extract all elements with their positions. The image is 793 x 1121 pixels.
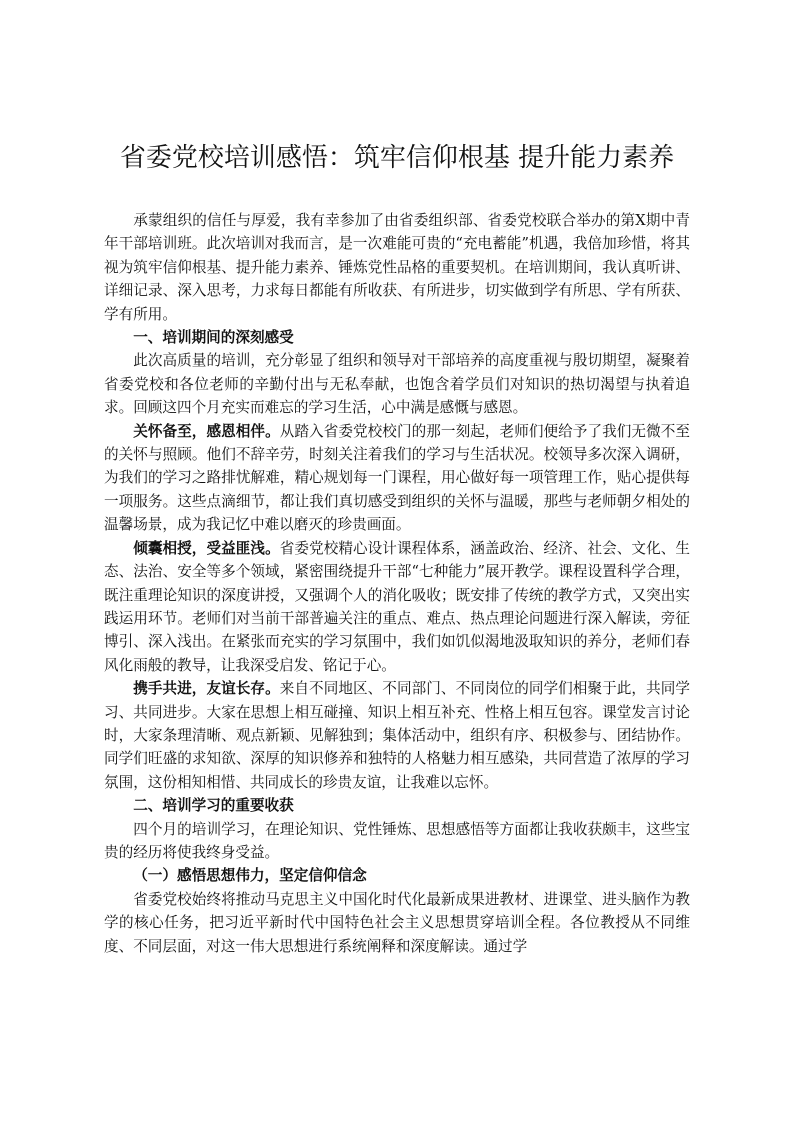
section-heading: 二、培训学习的重要收获: [133, 797, 294, 815]
body-paragraph: 关怀备至，感恩相伴。从踏入省委党校校门的那一刻起，老师们便给予了我们无微不至的关怀与照顾。他们不辞辛劳，时刻关注着我们的学习与生活状况。校领导多次深入调研，为我们的学习之路排忧解难，精心规划每一门课程，用心做好每一项管理工作，贴心提供每一项服务。这些点滴细节，都让我们真切感受到组织的关怀与温暖，那些与老师朝夕相处的温馨场景，成为我记忆中难以磨灭的珍贵画面。: [104, 422, 690, 534]
body-paragraph: 倾囊相授，受益匪浅。省委党校精心设计课程体系，涵盖政治、经济、社会、文化、生态、法治、安全等多个领域，紧密围绕提升干部“七种能力”展开教学。课程设置科学合理，既注重理论知识的深度讲授，又强调个人的消化吸收；既安排了传统的教学方式，又突出实践运用环节。老师们对当前干部普遍关注的重点、难点、热点理论问题进行深入解读，旁征博引、深入浅出。在紧张而充实的学习氛围中，我们如饥似渴地汲取知识的养分，老师们春风化雨般的教导，让我深受启发、铭记于心。: [104, 539, 690, 674]
body-paragraph: 省委党校始终将推动马克思主义中国化时代化最新成果进教材、进课堂、进头脑作为教学的核心任务，把习近平新时代中国特色社会主义思想贯穿培训全程。各位教授从不同维度、不同层面，对这一伟大思想进行系统阐释和深度解读。通过学: [104, 890, 690, 955]
body-paragraph: 四个月的培训学习，在理论知识、党性锤炼、思想感悟等方面都让我收获颇丰，这些宝贵的经历将使我终身受益。: [104, 820, 690, 861]
document-body: [104, 209, 690, 958]
document-title: 省委党校培训感悟：筑牢信仰根基 提升能力素养: [119, 143, 675, 173]
section-heading: 一、培训期间的深刻感受: [133, 329, 294, 347]
body-paragraph: 此次高质量的培训，充分彰显了组织和领导对干部培养的高度重视与殷切期望，凝聚着省委党校和各位老师的辛勤付出与无私奉献，也饱含着学员们对知识的热切渴望与执着追求。回顾这四个月充实而难忘的学习生活，心中满是感慨与感恩。: [104, 352, 690, 417]
intro-paragraph: 承蒙组织的信任与厚爱，我有幸参加了由省委组织部、省委党校联合举办的第X期中青年干部培训班。此次培训对我而言，是一次难能可贵的“充电蓄能”机遇，我倍加珍惜，将其视为筑牢信仰根基、提升能力素养、锤炼党性品格的重要契机。在培训期间，我认真听讲、详细记录、深入思考，力求每日都能有所收获、有所进步，切实做到学有所思、学有所获、学有所用。: [104, 212, 690, 323]
paragraph-lead: 携手共进，友谊长存。: [133, 680, 280, 698]
paragraph-lead: 倾囊相授，受益匪浅。: [133, 539, 280, 557]
paragraph-lead: 关怀备至，感恩相伴。: [133, 422, 280, 440]
subsection-heading: （一）感悟思想伟力，坚定信仰信念: [133, 867, 367, 885]
body-paragraph: 携手共进，友谊长存。来自不同地区、不同部门、不同岗位的同学们相聚于此，共同学习、共同进步。大家在思想上相互碰撞、知识上相互补充、性格上相互包容。课堂发言讨论时，大家条理清晰、观点新颖、见解独到；集体活动中，组织有序、积极参与、团结协作。同学们旺盛的求知欲、深厚的知识修养和独特的人格魅力相互感染，共同营造了浓厚的学习氛围，这份相知相惜、共同成长的珍贵友谊，让我难以忘怀。: [104, 680, 690, 791]
